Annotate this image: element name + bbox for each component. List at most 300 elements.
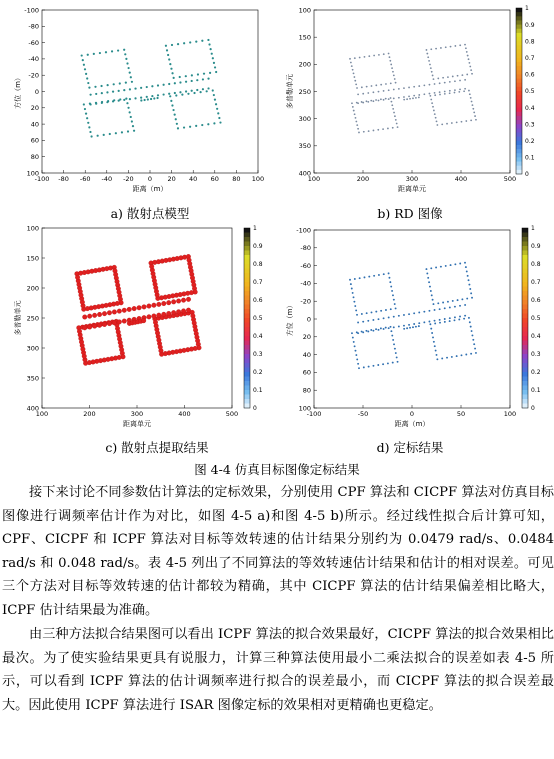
panel-b-scatter-point: [418, 94, 420, 96]
panel-a-xtick-label: 40: [189, 175, 198, 183]
panel-c-colorbar-label: 0.3: [253, 351, 263, 359]
panel-d-scatter-point: [428, 321, 430, 323]
panel-a-scatter-point: [179, 76, 181, 78]
panel-c-scatter-point: [87, 325, 92, 330]
panel-a-ytick-label: 80: [30, 153, 39, 161]
panel-d-scatter-point: [470, 353, 472, 355]
panel-b-scatter-point: [352, 106, 354, 108]
panel-b-scatter-point: [459, 89, 461, 91]
panel-c-scatter-point: [127, 307, 132, 312]
panel-d-colorbar-step: [522, 336, 528, 341]
panel-a-scatter-point: [213, 62, 215, 64]
panel-b-scatter-point: [358, 132, 360, 134]
panel-d-scatter-point: [458, 319, 460, 321]
panel-a-scatter-point: [183, 42, 185, 44]
panel-b-colorbar-step: [516, 137, 522, 142]
panel-d-scatter-point: [441, 358, 443, 360]
panel-a-scatter-point: [175, 94, 177, 96]
panel-d-ytick-label: 100: [298, 404, 311, 413]
panel-a-xtick-label: -100: [34, 175, 50, 183]
panel-a-scatter-point: [146, 96, 148, 98]
panel-b-colorbar-step: [516, 108, 522, 113]
panel-a-scatter-point: [214, 66, 216, 68]
panel-d-scatter-point: [357, 322, 359, 324]
panel-b-scatter-point: [409, 98, 411, 100]
panel-c-ytick-label: 350: [26, 374, 39, 383]
panel-c-xtick-label: 200: [83, 410, 96, 418]
panel-a-scatter-point: [170, 100, 172, 102]
panel-a-scatter-point: [216, 108, 218, 110]
panel-c-scatter-point: [161, 301, 166, 306]
panel-a-scatter-point: [88, 126, 90, 128]
panel-b-scatter-point: [393, 98, 395, 100]
panel-b-plot: [278, 0, 554, 200]
panel-c-colorbar-label: 0.1: [253, 387, 263, 395]
panel-d-scatter-point: [439, 319, 441, 321]
panel-d-scatter-point: [395, 307, 397, 309]
panel-b-scatter-point: [465, 120, 467, 122]
panel-d-scatter-point: [351, 288, 353, 290]
paragraph-2-text: 由三种方法拟合结果图可以看出 ICPF 算法的拟合效果最好，CICPF 算法的拟合效果相比最次。为了使实验结果更具有说服力，计算三种算法使用最小二乘法拟合的误差如表 4-5 所示，可以看到 ICPF 算法的估计调频率进行拟合的误差最小，而 CICPF 算法的拟合误差最大。因此使用 ICPF 算法进行 ISAR 图像定标的效果相对更精确也更稳定。: [2, 627, 554, 713]
panel-a-scatter-point: [129, 88, 131, 90]
panel-c-scatter-point: [157, 302, 162, 307]
panel-d-ytick-label: -100: [296, 226, 311, 235]
panel-a-ytick-label: -20: [28, 71, 39, 80]
panel-b-colorbar-step: [516, 87, 522, 92]
panel-a-plot: [0, 0, 270, 200]
panel-c-colorbar-label: 0.9: [253, 243, 263, 251]
panel-d-scatter-point: [449, 317, 451, 319]
panel-d-scatter-point: [473, 343, 475, 345]
panel-a-scatter-model: [0, 0, 270, 200]
panel-c-ytick-label: 300: [26, 344, 39, 353]
panel-a-scatter-point: [85, 73, 87, 75]
panel-b-colorbar-step: [516, 157, 522, 162]
panel-c-colorbar-label: 0.2: [253, 369, 263, 377]
panel-d-colorbar-step: [522, 332, 528, 337]
panel-b-scatter-point: [472, 104, 474, 106]
panel-c-colorbar-label: 0: [253, 405, 257, 413]
panel-b-scatter-point: [391, 101, 393, 103]
panel-a-scatter-point: [84, 68, 86, 70]
panel-c-xlabel: 距离单元: [123, 420, 151, 428]
panel-d-scatter-point: [353, 301, 355, 303]
panel-a-scatter-point: [187, 93, 189, 95]
panel-b-colorbar-step: [516, 74, 522, 79]
panel-d-scatter-point: [439, 322, 441, 324]
panel-d-scatter-point: [354, 278, 356, 280]
panel-a-ylabel: 方位（m）: [14, 74, 22, 109]
panel-c-xtick-label: 400: [178, 410, 191, 418]
panel-a-ytick-label: 0: [34, 87, 39, 96]
panel-b-scatter-point: [437, 78, 439, 80]
panel-d-colorbar-step: [522, 264, 528, 269]
panel-c-colorbar-step: [244, 341, 250, 346]
panel-d-scatter-point: [468, 284, 470, 286]
panel-b-scatter-point: [408, 87, 410, 89]
panel-d-scatter-point: [383, 328, 385, 330]
panel-b-scatter-point: [354, 57, 356, 59]
panel-a-scatter-point: [171, 104, 173, 106]
panel-a-xtick-label: 100: [251, 175, 265, 183]
panel-d-colorbar-label: 0.4: [531, 333, 541, 341]
panel-c-colorbar-step: [244, 345, 250, 350]
panel-d-scatter-point: [433, 303, 435, 305]
panel-b-scatter-point: [433, 110, 435, 112]
panel-d-colorbar-step: [522, 251, 528, 256]
panel-d-scatter-point: [440, 266, 442, 268]
panel-b-scatter-point: [380, 84, 382, 86]
panel-d-scatter-point: [430, 267, 432, 269]
panel-b-colorbar-step: [516, 45, 522, 50]
panel-a-scatter-point: [140, 87, 142, 89]
panel-b-scatter-point: [444, 82, 446, 84]
panel-a-scatter-point: [112, 100, 114, 102]
panel-a-scatter-point: [219, 121, 221, 123]
panel-a-scatter-point: [129, 72, 131, 74]
panel-d-scatter-point: [436, 358, 438, 360]
panel-b-scatter-point: [429, 93, 431, 95]
panel-d-scatter-point: [434, 323, 436, 325]
panel-b-scatter-point: [350, 62, 352, 64]
panel-a-scatter-point: [151, 95, 153, 97]
panel-a-scatter-point: [93, 53, 95, 55]
panel-b-colorbar-step: [516, 25, 522, 30]
panel-b-colorbar-step: [516, 103, 522, 108]
panel-c-colorbar-step: [244, 242, 250, 247]
panel-a-scatter-point: [176, 123, 178, 125]
panel-a-scatter-point: [156, 97, 158, 99]
panel-c-colorbar-step: [244, 314, 250, 319]
panel-d-colorbar-step: [522, 300, 528, 305]
panel-b-caption: b) RD 图像: [377, 206, 443, 221]
panel-d-colorbar-label: 0.6: [531, 297, 541, 305]
panel-a-xtick-label: -60: [79, 175, 91, 183]
panel-b-colorbar-step: [516, 66, 522, 71]
panel-d-ytick-label: -20: [300, 297, 311, 306]
panel-b-scatter-point: [356, 124, 358, 126]
panel-a-scatter-point: [127, 107, 129, 109]
panel-c-scatter-point: [97, 312, 102, 317]
panel-c-colorbar-step: [244, 255, 250, 260]
panel-a-scatter-point: [200, 91, 202, 93]
panel-c-scatter-point: [132, 306, 137, 311]
panel-d-scatter-point: [373, 275, 375, 277]
panel-d-scatter-point: [357, 363, 359, 365]
panel-d-scatter-point: [434, 345, 436, 347]
panel-d-colorbar-step: [522, 278, 528, 283]
panel-a-scatter-point: [168, 93, 170, 95]
panel-d-xtick-label: 50: [456, 410, 466, 418]
panel-b-xtick-label: 200: [356, 175, 370, 183]
panel-b-scatter-point: [389, 60, 391, 62]
panel-d-scatter-point: [474, 348, 476, 350]
panel-b-scatter-point: [456, 121, 458, 123]
panel-c-colorbar-label: 0.4: [253, 333, 263, 341]
panel-b-scatter-point: [435, 117, 437, 119]
panel-b-scatter-point: [366, 86, 368, 88]
panel-d-colorbar-step: [522, 237, 528, 242]
panel-d-colorbar-step: [522, 233, 528, 238]
panel-a-scatter-point: [191, 80, 193, 82]
panel-d-scatter-point: [432, 299, 434, 301]
panel-b-scatter-point: [390, 64, 392, 66]
panel-a-scatter-point: [88, 87, 90, 89]
panel-b-scatter-point: [353, 110, 355, 112]
panel-a-scatter-point: [130, 76, 132, 78]
panel-a-scatter-point: [95, 103, 97, 105]
panel-d-colorbar-step: [522, 350, 528, 355]
panel-d-colorbar-step: [522, 390, 528, 395]
panel-a-scatter-point: [121, 131, 123, 133]
panel-b-scatter-point: [397, 126, 399, 128]
panel-b-scatter-point: [439, 91, 441, 93]
panel-a-scatter-point: [90, 94, 92, 96]
panel-d-scatter-point: [353, 296, 355, 298]
panel-b-scatter-point: [385, 98, 387, 100]
panel-a-scatter-point: [169, 95, 171, 97]
panel-b-rd-image: [278, 0, 554, 200]
panel-b-scatter-point: [390, 82, 392, 84]
panel-d-colorbar-step: [522, 309, 528, 314]
panel-b-scatter-point: [403, 96, 405, 98]
panel-d-scatter-point: [372, 319, 374, 321]
panel-b-scatter-point: [392, 71, 394, 73]
panel-c-colorbar-step: [244, 359, 250, 364]
panel-d-scatter-point: [442, 302, 444, 304]
panel-a-scatter-point: [209, 72, 211, 74]
panel-a-scatter-point: [157, 84, 159, 86]
panel-c-scatter-point: [82, 326, 87, 331]
panel-b-scatter-point: [434, 83, 436, 85]
panel-d-scatter-point: [454, 263, 456, 265]
panel-b-scatter-point: [403, 87, 405, 89]
panel-d-scatter-point: [349, 279, 351, 281]
panel-c-scatter-point: [152, 314, 157, 319]
panel-d-scatter-point: [444, 307, 446, 309]
panel-b-scatter-point: [428, 60, 430, 62]
panel-b-colorbar-step: [516, 95, 522, 100]
panel-d-colorbar-label: 1: [531, 225, 535, 233]
panel-d-scatter-point: [423, 321, 425, 323]
panel-a-scatter-point: [185, 75, 187, 77]
panel-d-colorbar-label: 0.2: [531, 369, 541, 377]
panel-b-scatter-point: [382, 128, 384, 130]
panel-d-scatter-point: [403, 328, 405, 330]
panel-c-scatter-point: [137, 305, 142, 310]
panel-c-scatter-point: [122, 308, 127, 313]
panel-b-colorbar-step: [516, 83, 522, 88]
panel-c-scatter-point: [186, 308, 191, 313]
panel-a-scatter-point: [177, 43, 179, 45]
panel-b-ylabel: 多普勒单元: [286, 74, 294, 109]
paragraph-1: [2, 481, 554, 623]
panel-d-scatter-point: [366, 312, 368, 314]
panel-b-scatter-point: [444, 93, 446, 95]
panel-b-colorbar-step: [516, 54, 522, 59]
panel-a-scatter-point: [185, 81, 187, 83]
panel-c-scatter-point: [87, 314, 92, 319]
panel-b-scatter-point: [474, 115, 476, 117]
panel-a-scatter-point: [173, 77, 175, 79]
panel-d-scatter-point: [444, 318, 446, 320]
panel-b-scatter-point: [464, 79, 466, 81]
panel-d-scatter-point: [449, 307, 451, 309]
panel-b-scatter-point: [390, 97, 392, 99]
panel-a-scatter-point: [101, 92, 103, 94]
panel-b-colorbar-step: [516, 33, 522, 38]
panel-d-scatter-point: [418, 325, 420, 327]
panel-b-scatter-point: [361, 86, 363, 88]
panel-b-scatter-point: [454, 45, 456, 47]
panel-b-scatter-point: [435, 48, 437, 50]
panel-d-colorbar-step: [522, 395, 528, 400]
panel-d-scatter-point: [393, 326, 395, 328]
panel-d-scatter-point: [392, 362, 394, 364]
panel-c-colorbar-step: [244, 260, 250, 265]
panel-b-colorbar-label: 0.3: [525, 121, 535, 129]
panel-d-scatter-point: [385, 309, 387, 311]
panel-d-xtick-label: -50: [357, 410, 369, 418]
panel-c-scatter-point: [176, 299, 181, 304]
panel-c-colorbar-step: [244, 233, 250, 238]
panel-c-scatter-point: [97, 323, 102, 328]
panel-b-xlabel: 距离单元: [398, 185, 426, 193]
panel-c-colorbar-step: [244, 323, 250, 328]
panel-b-colorbar-step: [516, 41, 522, 46]
panel-a-scatter-point: [132, 125, 134, 127]
panel-b-ytick-label: 350: [298, 142, 311, 151]
panel-c-scatter-point: [117, 320, 122, 325]
panel-a-scatter-point: [125, 58, 127, 60]
panel-d-colorbar-step: [522, 327, 528, 332]
panel-d-colorbar-step: [522, 296, 528, 301]
panel-d-colorbar-step: [522, 399, 528, 404]
panel-c-scatter-point: [142, 305, 147, 310]
panel-a-scatter-point: [117, 49, 119, 51]
panel-b-scatter-point: [469, 62, 471, 64]
panel-b-scatter-point: [375, 84, 377, 86]
panel-a-scatter-point: [125, 98, 127, 100]
panel-d-scatter-point: [459, 316, 461, 318]
panel-d-scatter-point: [363, 366, 365, 368]
panel-b-scatter-point: [473, 112, 475, 114]
panel-d-scatter-point: [367, 320, 369, 322]
panel-a-scatter-point: [101, 102, 103, 104]
panel-a-scatter-point: [147, 98, 149, 100]
panel-b-scatter-point: [468, 58, 470, 60]
panel-a-axes-frame: [42, 10, 258, 173]
panel-b-scatter-point: [445, 46, 447, 48]
panel-a-scatter-point: [174, 82, 176, 84]
panel-b-scatter-point: [459, 44, 461, 46]
panel-d-scatter-point: [429, 286, 431, 288]
panel-d-colorbar-step: [522, 341, 528, 346]
panel-d-scatter-point: [388, 317, 390, 319]
panel-d-scatter-point: [390, 286, 392, 288]
panel-a-scatter-point: [153, 97, 155, 99]
panel-a-scatter-point: [123, 49, 125, 51]
panel-b-scatter-point: [442, 77, 444, 79]
panel-d-scatter-point: [425, 268, 427, 270]
panel-c-ytick-label: 150: [26, 254, 39, 263]
panel-b-scatter-point: [354, 80, 356, 82]
panel-b-scatter-point: [471, 101, 473, 103]
panel-b-colorbar-step: [516, 153, 522, 158]
panel-a-scatter-point: [81, 54, 83, 56]
panel-d-scatter-point: [352, 337, 354, 339]
panel-b-scatter-point: [368, 130, 370, 132]
panel-d-scatter-point: [450, 264, 452, 266]
panel-c-colorbar-label: 1: [253, 225, 257, 233]
panel-b-scatter-point: [351, 65, 353, 67]
panel-d-scatter-point: [426, 273, 428, 275]
panel-a-scatter-point: [127, 130, 129, 132]
panel-d-colorbar-step: [522, 363, 528, 368]
panel-a-scatter-point: [99, 52, 101, 54]
panel-b-scatter-point: [471, 73, 473, 75]
panel-a-scatter-point: [90, 135, 92, 137]
panel-a-scatter-point: [197, 73, 199, 75]
panel-a-scatter-point: [183, 126, 185, 128]
panel-d-scatter-point: [428, 310, 430, 312]
panel-d-scatter-point: [356, 358, 358, 360]
panel-b-scatter-point: [393, 74, 395, 76]
panel-a-scatter-point: [166, 49, 168, 51]
panel-d-colorbar-step: [522, 291, 528, 296]
panel-a-scatter-point: [179, 81, 181, 83]
panel-a-scatter-point: [119, 82, 121, 84]
panel-a-scatter-point: [100, 85, 102, 87]
panel-a-scatter-point: [163, 84, 165, 86]
panel-a-scatter-point: [129, 111, 131, 113]
panel-b-scatter-point: [450, 46, 452, 48]
panel-d-scatter-point: [396, 356, 398, 358]
panel-d-scatter-point: [434, 309, 436, 311]
panel-a-xtick-label: -80: [58, 175, 69, 183]
panel-d-scatter-point: [457, 299, 459, 301]
panel-b-colorbar-label: 0.8: [525, 38, 535, 46]
panel-c-colorbar-step: [244, 287, 250, 292]
panel-b-scatter-point: [362, 102, 364, 104]
panel-b-scatter-point: [454, 80, 456, 82]
panel-a-scatter-point: [140, 99, 142, 101]
panel-d-colorbar-step: [522, 228, 528, 233]
panel-b-xtick-label: 400: [454, 175, 468, 183]
panel-a-scatter-point: [189, 41, 191, 43]
panel-d-scatter-point: [461, 298, 463, 300]
panel-a-scatter-point: [196, 79, 198, 81]
panel-d-scatter-point: [428, 281, 430, 283]
panel-b-scatter-point: [366, 100, 368, 102]
panel-d-scatter-point: [375, 328, 377, 330]
panel-c-scatter-point: [176, 310, 181, 315]
panel-d-scatter-point: [392, 294, 394, 296]
panel-a-scatter-point: [94, 86, 96, 88]
panel-b-scatter-point: [451, 122, 453, 124]
panel-a-scatter-point: [208, 43, 210, 45]
panel-c-scatter-point: [147, 304, 152, 309]
panel-b-ytick-label: 100: [298, 6, 311, 15]
panel-c-colorbar-step: [244, 368, 250, 373]
panel-c-colorbar-label: 0.6: [253, 297, 263, 305]
panel-c-scatter-point: [82, 315, 87, 320]
panel-a-scatter-point: [126, 62, 128, 64]
panel-b-scatter-point: [383, 99, 385, 101]
panel-b-colorbar-label: 0.7: [525, 55, 535, 62]
panel-d-scatter-point: [470, 292, 472, 294]
panel-a-scatter-point: [181, 94, 183, 96]
